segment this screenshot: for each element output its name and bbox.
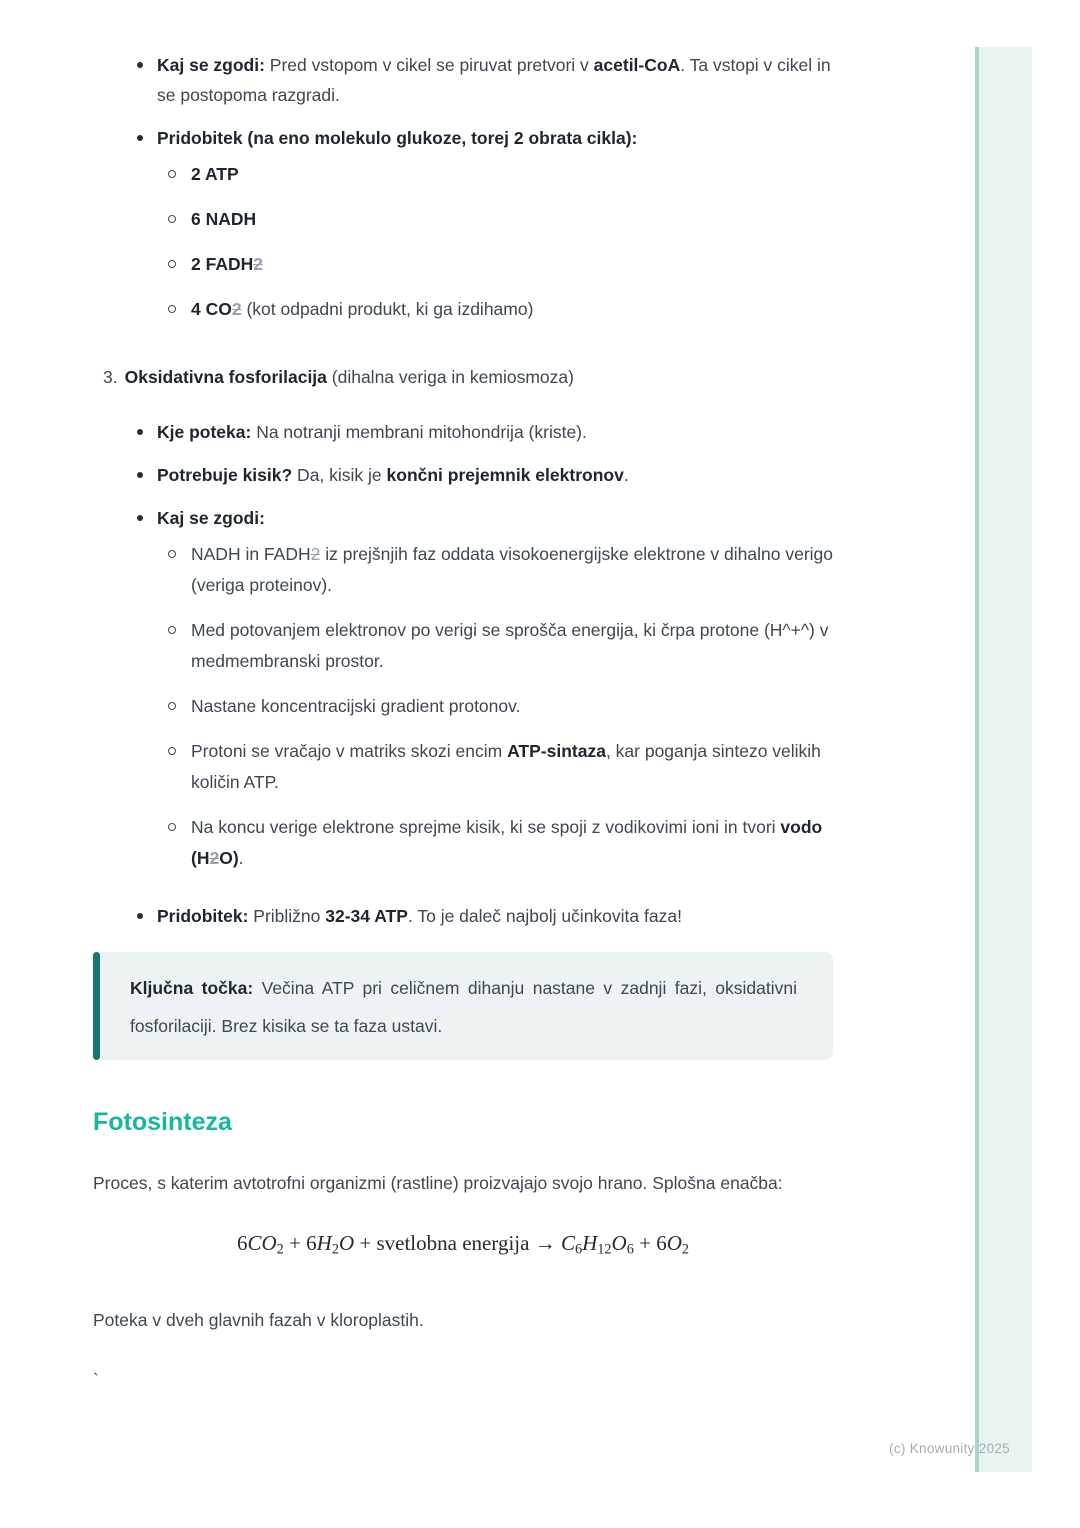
callout-accent-bar xyxy=(93,952,100,1060)
proton-pumping-item: Med potovanjem elektronov po verigi se sprošča energija, ki črpa protone (H^+^) v medmembranski prostor. xyxy=(191,615,833,691)
electron-handoff-item: NADH in FADH2 iz prejšnjih faz oddata visokoenergijske elektrone v dihalno verigo (veriga proteinov). xyxy=(191,539,833,615)
oxphos-number: 3. xyxy=(103,367,118,387)
photosynthesis-intro: Proces, s katerim avtotrofni organizmi (rastline) proizvajajo svojo hrano. Splošna enačba: xyxy=(93,1173,783,1193)
oxphos-title: Oksidativna fosforilacija (dihalna veriga in kemiosmoza) xyxy=(124,367,574,387)
krebs-yield-label: Pridobitek (na eno molekulo glukoze, torej 2 obrata cikla): xyxy=(157,128,638,148)
photosynthesis-phases: Poteka v dveh glavnih fazah v kloroplastih. xyxy=(93,1309,424,1330)
section-heading-fotosinteza: Fotosinteza xyxy=(93,1108,232,1136)
water-formation-item: Na koncu verige elektrone sprejme kisik, ki se spoji z vodikovimi ioni in tvori vodo (H2O). xyxy=(191,812,833,888)
oxphos-happens-sublist xyxy=(157,533,833,888)
oxphos-happens-label: Kaj se zgodi: xyxy=(157,508,265,528)
photosynthesis-equation: 6CO2 + 6H2O + svetlobna energija → C6H12O6 + 6O2 xyxy=(236,1231,690,1258)
krebs-yield-sublist xyxy=(157,153,833,339)
proton-gradient-item: Nastane koncentracijski gradient protonov. xyxy=(191,691,833,736)
side-highlight-strip xyxy=(975,47,1032,1472)
callout-text: Ključna točka: Večina ATP pri celičnem dihanju nastane v zadnji fazi, oksidativni fosforilaciji. Brez kisika se ta faza ustavi. xyxy=(130,978,797,1036)
stray-backtick: ` xyxy=(93,1369,99,1390)
document-content xyxy=(93,50,833,1395)
yield-fadh2-item: 2 FADH2 xyxy=(191,249,833,294)
yield-atp-item: 2 ATP xyxy=(191,159,833,204)
atp-synthase-item: Protoni se vračajo v matriks skozi encim ATP-sintaza, kar poganja sintezo velikih količin ATP. xyxy=(191,736,833,812)
oxphos-bullet-list xyxy=(93,417,833,944)
yield-nadh-item: 6 NADH xyxy=(191,204,833,249)
oxphos-section-heading xyxy=(93,362,833,392)
krebs-bullet-list xyxy=(93,50,833,352)
krebs-happens-item: Kaj se zgodi: Pred vstopom v cikel se piruvat pretvori v acetil-CoA. Ta vstopi v cikel in se postopoma razgradi. xyxy=(157,50,833,123)
yield-co2-item: 4 CO2 (kot odpadni produkt, ki ga izdihamo) xyxy=(191,294,833,339)
oxphos-where-item: Kje poteka: Na notranji membrani mitohondrija (kriste). xyxy=(157,417,833,460)
krebs-yield-item xyxy=(157,123,833,352)
oxphos-happens-item xyxy=(157,503,833,901)
copyright-footer: (c) Knowunity 2025 xyxy=(889,1441,1010,1456)
key-point-callout xyxy=(93,952,833,1060)
oxphos-oxygen-item: Potrebuje kisik? Da, kisik je končni prejemnik elektronov. xyxy=(157,460,833,503)
oxphos-yield-item: Pridobitek: Približno 32-34 ATP. To je daleč najbolj učinkovita faza! xyxy=(157,901,833,944)
